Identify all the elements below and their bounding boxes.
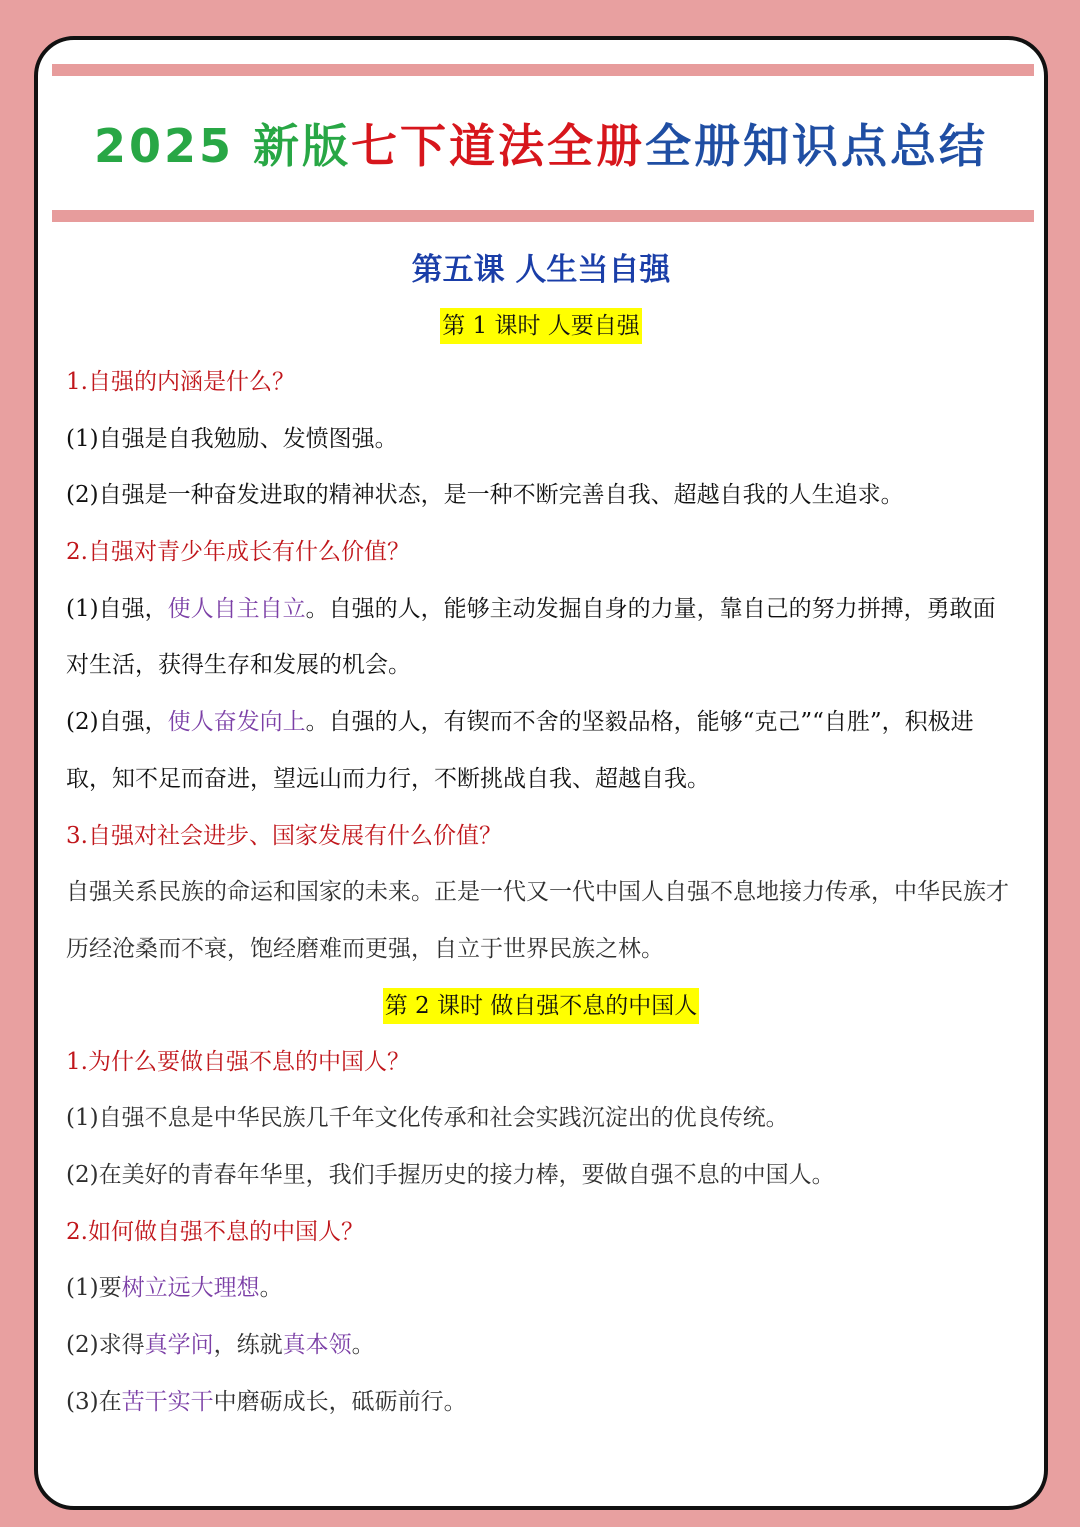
content-area xyxy=(66,242,1016,1430)
p1-q1-answer-2: (2)自强是一种奋发进取的精神状态，是一种不断完善自我、超越自我的人生追求。 xyxy=(66,482,904,509)
key-phrase: 使人自主自立 xyxy=(167,595,306,622)
key-phrase: 真学问 xyxy=(144,1332,214,1359)
p2-q2-answer-3 xyxy=(66,1374,1016,1431)
p1-question-3: 3.自强对社会进步、国家发展有什么价值？ xyxy=(66,822,502,849)
lesson-title: 第五课 人生当自强 xyxy=(411,252,671,288)
answer-suffix: 。 xyxy=(351,1332,375,1359)
p2-question-2: 2.如何做自强不息的中国人？ xyxy=(66,1218,364,1245)
p1-q1-answer-1: (1)自强是自我勉励、发愤图强。 xyxy=(66,425,398,452)
key-phrase: 真本领 xyxy=(282,1332,352,1359)
period-1-title: 第 1 课时 人要自强 xyxy=(440,308,642,344)
p1-q3-answer: 自强关系民族的命运和国家的未来。正是一代又一代中国人自强不息地接力传承，中华民族才历经沧桑而不衰，饱经磨难而更强，自立于世界民族之林。 xyxy=(66,879,1009,962)
title-subject-part: 七下道法全册 xyxy=(351,119,646,173)
p1-question-2: 2.自强对青少年成长有什么价值？ xyxy=(66,539,410,566)
document-card xyxy=(34,36,1048,1510)
answer-prefix: (3)在 xyxy=(66,1388,122,1415)
answer-text: ，练就 xyxy=(213,1332,283,1359)
answer-suffix: 中磨砺成长，砥砺前行。 xyxy=(213,1388,467,1415)
answer-prefix: (2)自强， xyxy=(66,709,168,736)
answer-text: 。自强的人，有锲而不舍的坚毅品格，能够“克己”“自胜”，积极进取，知不足而奋进，望远山而力行，不断挑战自我、超越自我。 xyxy=(66,709,974,792)
answer-prefix: (1)要 xyxy=(66,1275,122,1302)
main-title xyxy=(38,114,1044,178)
answer-text: 。自强的人，能够主动发掘自身的力量，靠自己的努力拼搏，勇敢面对生活，获得生存和发展的机会。 xyxy=(66,595,996,679)
p2-q2-answer-1 xyxy=(66,1260,1016,1317)
period-1-heading xyxy=(66,298,1016,354)
bottom-decorative-band xyxy=(52,210,1034,222)
title-year-part: 2025 新版 xyxy=(93,119,352,173)
key-phrase: 苦干实干 xyxy=(121,1388,214,1415)
top-decorative-band xyxy=(52,64,1034,76)
title-summary-part: 全册知识点总结 xyxy=(645,119,989,173)
period-2-heading xyxy=(66,978,1016,1034)
answer-prefix: (1)自强， xyxy=(66,595,168,622)
key-phrase: 使人奋发向上 xyxy=(167,709,306,736)
answer-suffix: 。 xyxy=(259,1275,283,1302)
key-phrase: 树立远大理想 xyxy=(121,1275,260,1302)
p1-question-1: 1.自强的内涵是什么？ xyxy=(66,369,295,395)
p2-q2-answer-2 xyxy=(66,1317,1016,1374)
p1-q2-answer-1 xyxy=(66,581,1016,694)
period-2-title: 第 2 课时 做自强不息的中国人 xyxy=(383,988,700,1024)
p2-q1-answer-2: (2)在美好的青春年华里，我们手握历史的接力棒，要做自强不息的中国人。 xyxy=(66,1162,835,1189)
p1-q2-answer-2 xyxy=(66,694,1016,807)
p2-q1-answer-1: (1)自强不息是中华民族几千年文化传承和社会实践沉淀出的优良传统。 xyxy=(66,1105,789,1132)
answer-prefix: (2)求得 xyxy=(66,1332,145,1359)
p2-question-1: 1.为什么要做自强不息的中国人？ xyxy=(66,1048,410,1075)
